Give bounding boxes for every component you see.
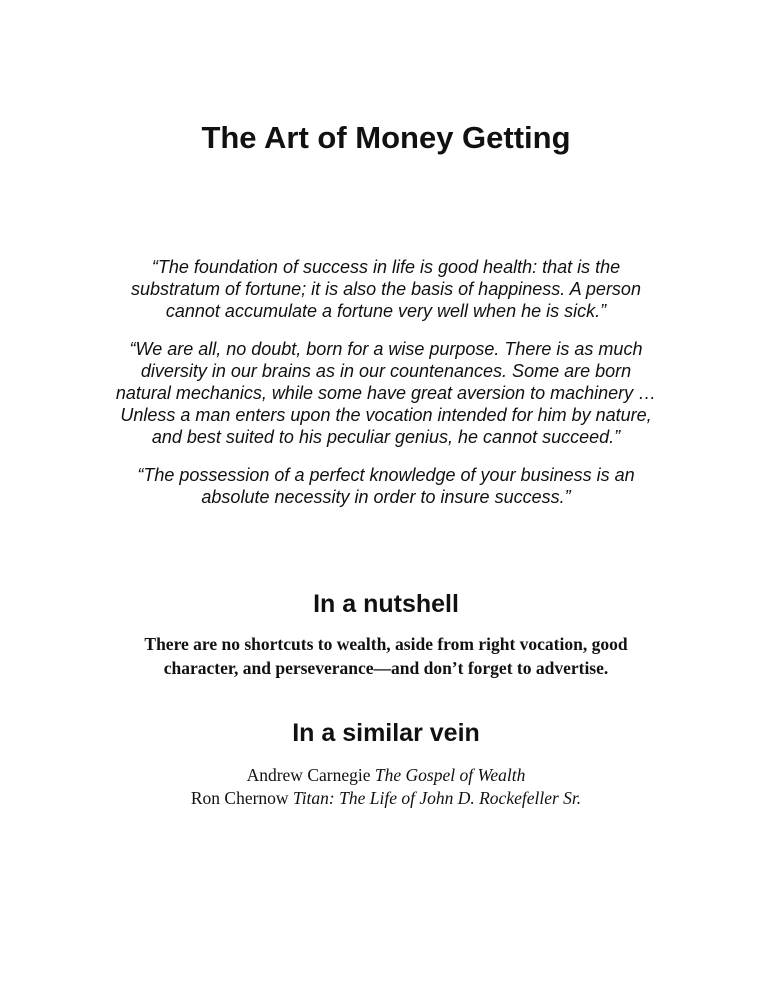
quote-line: “The foundation of success in life is good health: that is the [151, 257, 621, 277]
nutshell-summary [0, 632, 772, 680]
quote-line: Unless a man enters upon the vocation intended for him by nature, [120, 405, 652, 425]
quote-knowledge [86, 464, 686, 508]
summary-line: character, and perseverance—and don’t forget to advertise. [163, 658, 609, 678]
related-books-list [0, 764, 772, 810]
book-title: The Gospel of Wealth [374, 765, 526, 785]
book-title: Titan: The Life of John D. Rockefeller Sr. [292, 788, 582, 808]
quotes-section [86, 256, 686, 524]
quote-line: absolute necessity in order to insure success.” [201, 487, 571, 507]
quote-line: “We are all, no doubt, born for a wise purpose. There is as much [129, 339, 643, 359]
nutshell-heading: In a nutshell [313, 590, 459, 618]
quote-line: cannot accumulate a fortune very well when he is sick.” [165, 301, 607, 321]
book-author: Ron Chernow [190, 788, 289, 808]
quote-line: diversity in our brains as in our countenances. Some are born [140, 361, 632, 381]
quote-line: substratum of fortune; it is also the basis of happiness. A person [131, 279, 641, 299]
book-author: Andrew Carnegie [246, 765, 371, 785]
page-title: The Art of Money Getting [201, 120, 571, 155]
summary-line: There are no shortcuts to wealth, aside from right vocation, good [144, 634, 628, 654]
quote-line: natural mechanics, while some have great aversion to machinery … [115, 383, 657, 403]
quote-line: and best suited to his peculiar genius, he cannot succeed.” [151, 427, 621, 447]
similar-vein-heading: In a similar vein [292, 719, 480, 747]
book-entry [0, 764, 772, 787]
quote-purpose [86, 338, 686, 448]
book-entry [0, 787, 772, 810]
quote-health [86, 256, 686, 322]
quote-line: “The possession of a perfect knowledge of your business is an [137, 465, 635, 485]
